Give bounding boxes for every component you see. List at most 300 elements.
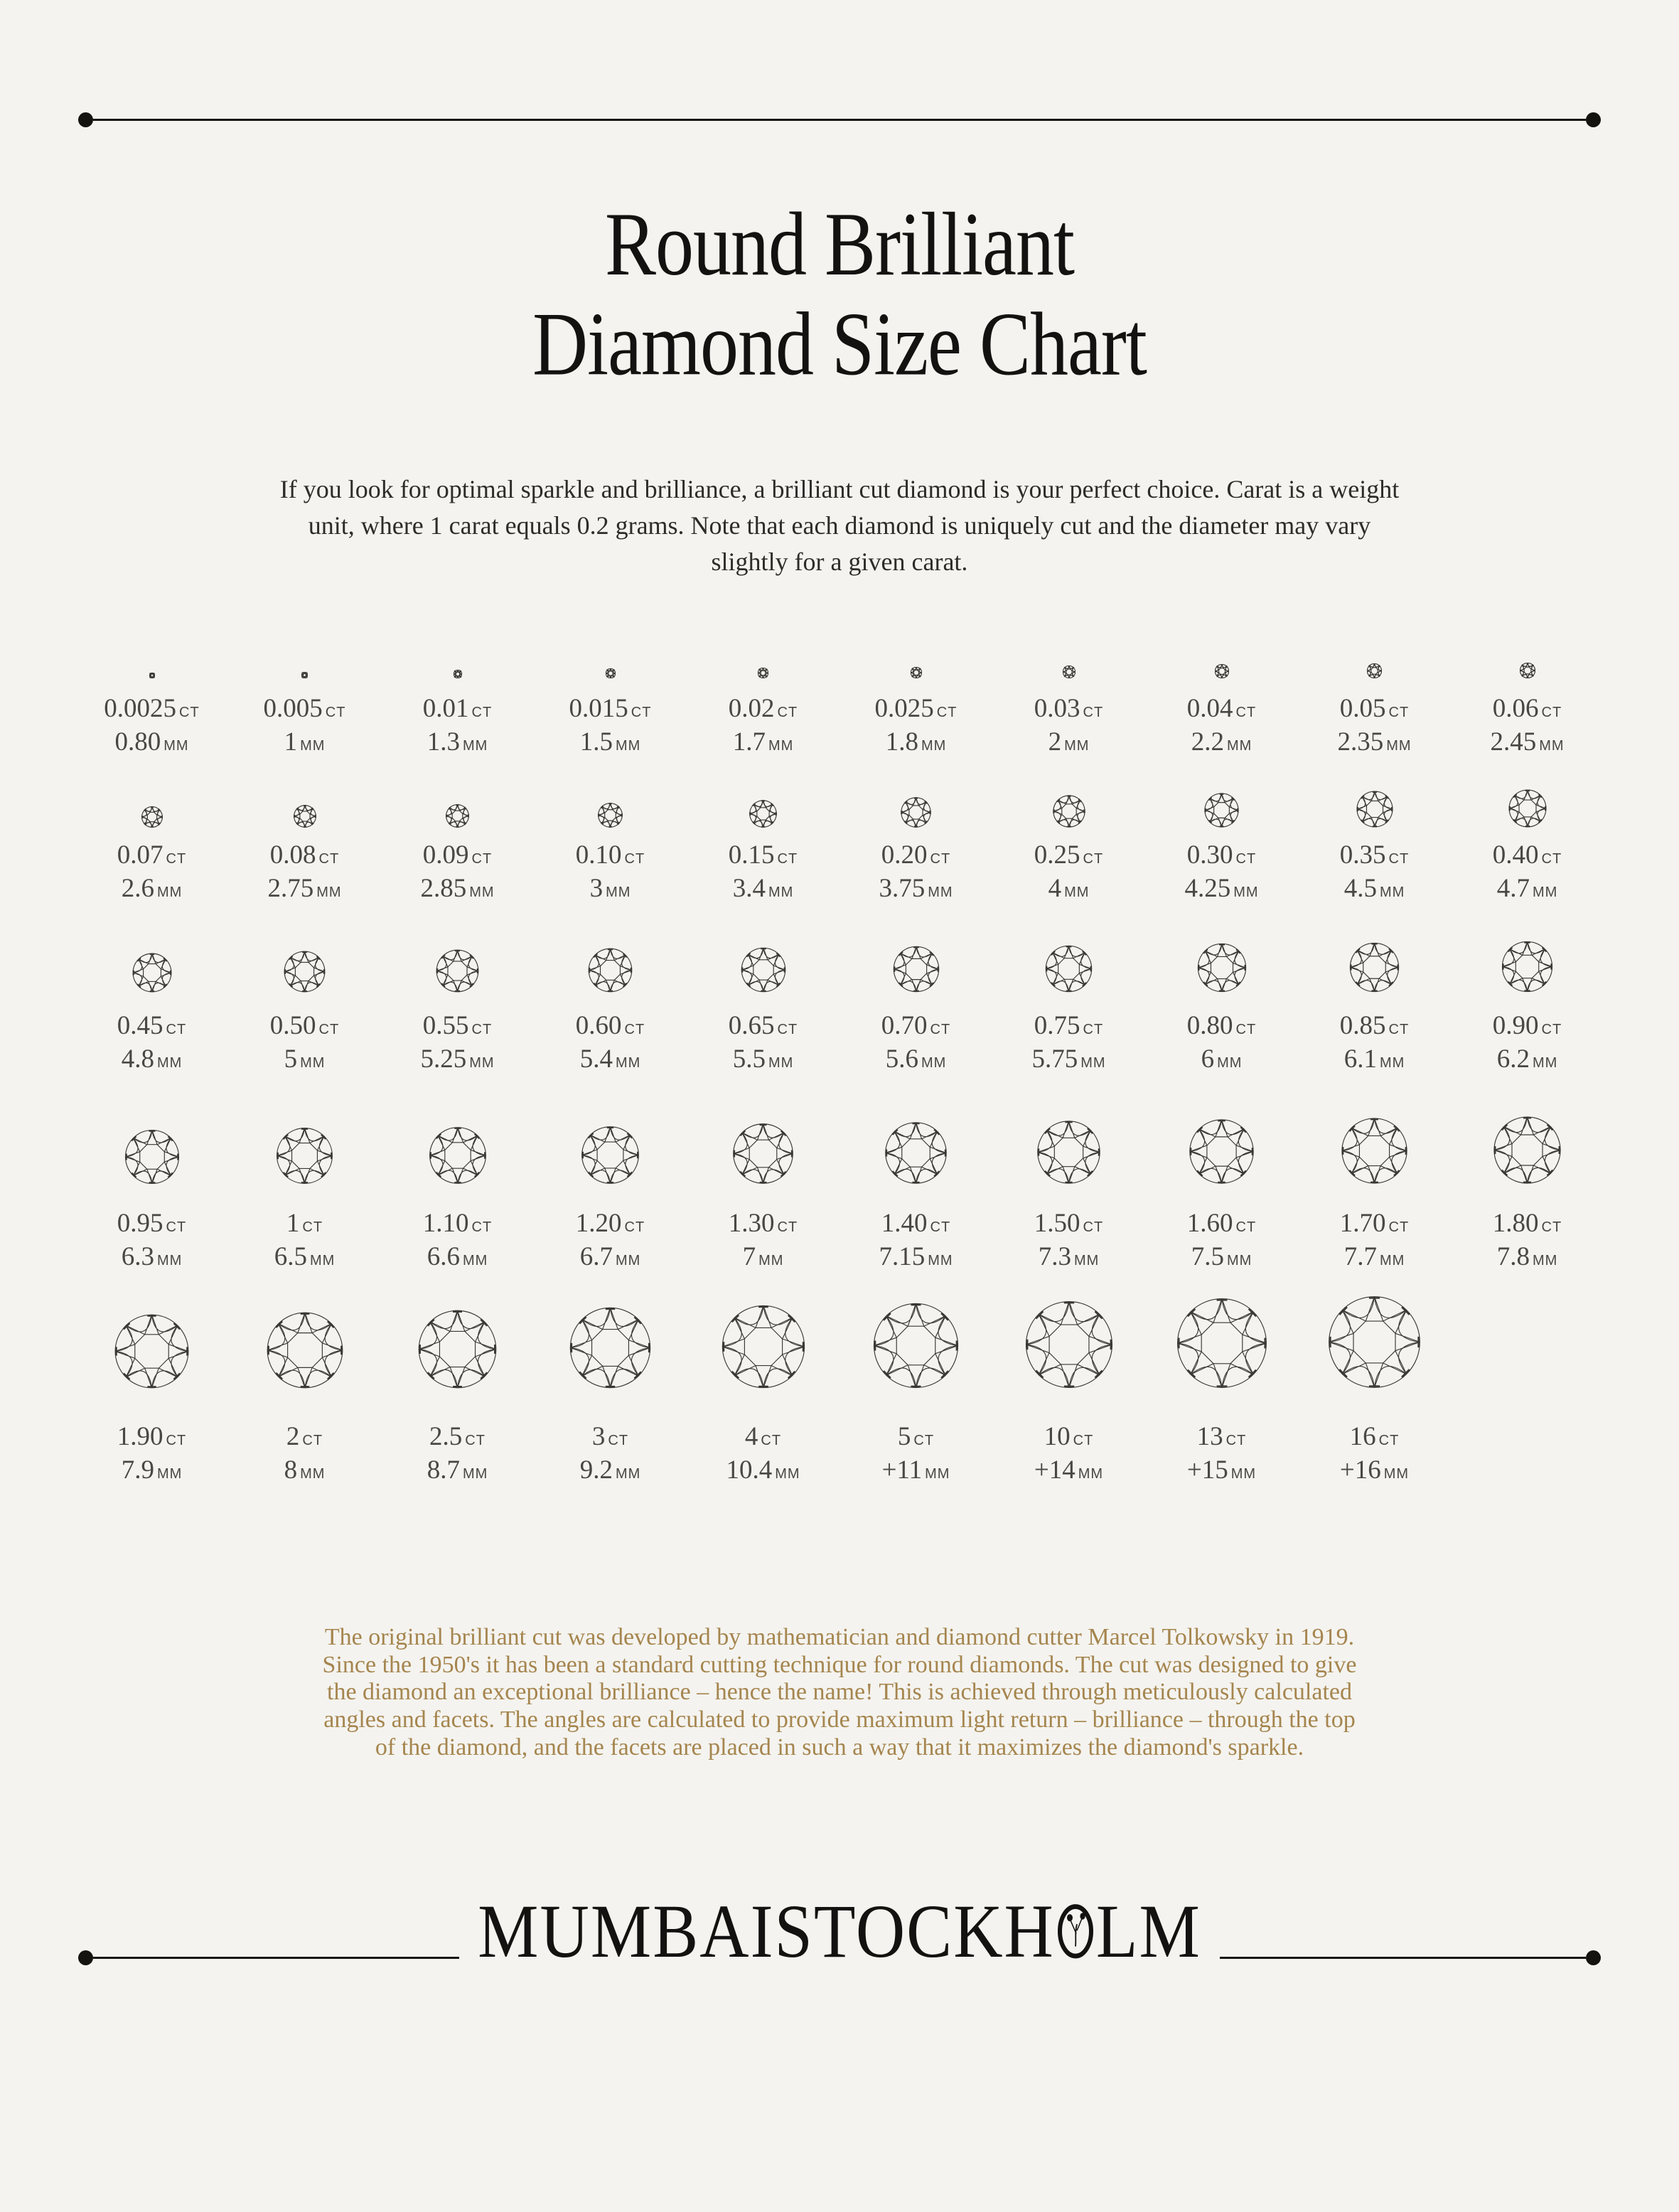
- carat-unit: CT: [1541, 850, 1562, 867]
- diameter-unit: MM: [300, 1054, 326, 1071]
- diamond-illustration: [294, 786, 316, 828]
- carat-label: [1044, 1423, 1094, 1450]
- diameter-label: [886, 1046, 947, 1072]
- diameter-label: [1337, 729, 1411, 755]
- diamond-illustration: [132, 936, 172, 993]
- carat-unit: CT: [1388, 1021, 1410, 1037]
- carat-value: 0.75: [1034, 1010, 1080, 1040]
- carat-unit: CT: [166, 1021, 187, 1037]
- carat-label: [1340, 695, 1409, 722]
- diameter-unit: MM: [758, 1252, 784, 1268]
- diameter-label: [1344, 1046, 1405, 1072]
- diameter-unit: MM: [615, 1252, 641, 1268]
- diameter-label: [284, 1457, 326, 1483]
- poster: [0, 112, 1679, 2212]
- carat-value: 0.85: [1339, 1010, 1386, 1040]
- diamond-illustration: [598, 786, 623, 828]
- carat-label: [1187, 695, 1256, 722]
- carat-value: 0.09: [422, 840, 469, 870]
- chart-row: [75, 936, 1604, 1072]
- carat-unit: CT: [930, 1021, 951, 1037]
- diameter-value: 4.5: [1343, 873, 1377, 903]
- carat-unit: CT: [318, 850, 340, 867]
- diamond-cell: [687, 660, 839, 755]
- carat-label: [1034, 1010, 1104, 1040]
- diamond-cell: [1145, 936, 1298, 1072]
- diamond-icon: [1341, 1117, 1408, 1185]
- diameter-value: 3.4: [732, 873, 766, 903]
- carat-value: 0.08: [269, 840, 316, 870]
- rule-line-right: [1220, 1957, 1586, 1959]
- diameter-value: 2.35: [1337, 727, 1384, 757]
- carat-label: [423, 695, 492, 722]
- carat-unit: CT: [1235, 704, 1257, 720]
- diamond-icon: [1215, 664, 1229, 678]
- chart-row: [75, 1101, 1604, 1270]
- diamond-illustration: [1349, 936, 1400, 993]
- diamond-cell: [839, 936, 992, 1072]
- diamond-illustration: [1367, 660, 1382, 678]
- diameter-unit: MM: [615, 1054, 641, 1071]
- diamond-illustration: [1508, 786, 1547, 828]
- rule-line-left: [93, 1957, 459, 1959]
- diameter-label: [1038, 1241, 1100, 1271]
- diamond-illustration: [1063, 660, 1075, 678]
- diamond-illustration: [124, 1101, 180, 1185]
- diamond-icon: [1367, 663, 1382, 678]
- diamond-icon: [901, 797, 931, 828]
- diamond-illustration: [741, 936, 786, 993]
- diameter-value: 4.7: [1496, 873, 1530, 903]
- diameter-value: 5: [284, 1044, 298, 1074]
- diameter-value: 4.8: [121, 1044, 154, 1074]
- carat-unit: CT: [318, 1021, 340, 1037]
- carat-unit: CT: [166, 1432, 187, 1448]
- diameter-value: 7.5: [1191, 1241, 1224, 1271]
- carat-label: [422, 1010, 493, 1040]
- diamond-illustration: [266, 1287, 344, 1389]
- diameter-unit: MM: [1386, 737, 1412, 754]
- carat-unit: CT: [325, 704, 346, 720]
- diameter-value: 4.25: [1184, 873, 1231, 903]
- diamond-cell: [381, 660, 534, 755]
- diameter-label: [1048, 729, 1090, 755]
- diamond-cell: [1298, 1287, 1451, 1483]
- carat-label: [576, 1210, 645, 1236]
- diameter-value: 2.45: [1490, 727, 1537, 757]
- diamond-cell: [1298, 660, 1451, 755]
- page-title: [0, 196, 1679, 395]
- carat-unit: CT: [1388, 704, 1410, 720]
- rule-dot-left: [78, 1950, 93, 1965]
- carat-label: [1492, 1010, 1562, 1040]
- diamond-illustration: [149, 660, 155, 678]
- diameter-value: 1.3: [427, 727, 460, 757]
- carat-value: 1.20: [575, 1208, 622, 1238]
- diamond-cell: [381, 1287, 534, 1483]
- diameter-label: [1497, 1046, 1558, 1072]
- carat-unit: CT: [1073, 1432, 1094, 1448]
- diameter-value: 6.7: [579, 1241, 613, 1271]
- diameter-unit: MM: [1230, 1465, 1257, 1482]
- diamond-icon: [114, 1313, 190, 1389]
- carat-value: 0.70: [881, 1010, 928, 1040]
- carat-unit: CT: [179, 704, 200, 720]
- diameter-unit: MM: [921, 737, 947, 754]
- diamond-illustration: [1045, 936, 1093, 993]
- carat-value: 0.55: [422, 1010, 469, 1040]
- diameter-value: 7.9: [121, 1455, 154, 1485]
- size-chart: [0, 660, 1679, 1483]
- diamond-cell: [839, 786, 992, 902]
- diameter-unit: MM: [928, 884, 953, 900]
- diameter-label: [882, 1457, 950, 1483]
- diamond-icon: [1063, 666, 1075, 678]
- diamond-icon: [1327, 1295, 1422, 1389]
- diameter-label: [427, 1457, 488, 1483]
- carat-value: 0.65: [728, 1010, 775, 1040]
- diameter-value: 6.2: [1496, 1044, 1530, 1074]
- diameter-value: 1: [284, 727, 298, 757]
- diameter-unit: MM: [615, 1465, 641, 1482]
- diameter-unit: MM: [1064, 737, 1090, 754]
- diameter-label: [284, 729, 326, 755]
- carat-value: 0.02: [728, 693, 775, 723]
- diameter-unit: MM: [156, 884, 183, 900]
- diameter-label: [1490, 729, 1564, 755]
- carat-value: 16: [1349, 1421, 1376, 1451]
- diameter-unit: MM: [1078, 1465, 1104, 1482]
- carat-label: [745, 1423, 781, 1450]
- diamond-icon: [1204, 793, 1239, 828]
- diameter-value: 9.2: [579, 1455, 613, 1485]
- top-rule: [78, 112, 1601, 127]
- carat-label: [575, 1010, 645, 1040]
- diamond-icon: [1045, 945, 1093, 993]
- diameter-value: 1.7: [732, 727, 766, 757]
- diameter-label: [1343, 1241, 1405, 1271]
- diameter-label: [1201, 1046, 1243, 1072]
- carat-unit: CT: [1541, 1219, 1562, 1235]
- carat-value: 0.30: [1186, 840, 1233, 870]
- diamond-cell: [75, 1287, 228, 1483]
- flower-o-icon: [1057, 1903, 1094, 1959]
- chart-row: [75, 786, 1604, 902]
- carat-value: 0.60: [575, 1010, 622, 1040]
- carat-label: [1340, 1210, 1409, 1236]
- carat-value: 1.30: [728, 1208, 775, 1238]
- diameter-unit: MM: [921, 1054, 947, 1071]
- diamond-cell: [75, 1101, 228, 1270]
- carat-unit: CT: [624, 1219, 645, 1235]
- diamond-illustration: [276, 1101, 333, 1185]
- diameter-label: [580, 729, 641, 755]
- diamond-cell: [228, 660, 381, 755]
- carat-label: [269, 1010, 340, 1040]
- diameter-label: [886, 729, 947, 755]
- diameter-value: 7.3: [1038, 1241, 1071, 1271]
- diamond-cell: [534, 1287, 687, 1483]
- carat-label: [1350, 1423, 1400, 1450]
- carat-label: [429, 1423, 486, 1450]
- carat-unit: CT: [471, 704, 493, 720]
- diamond-icon: [1356, 791, 1393, 828]
- carat-unit: CT: [166, 850, 187, 867]
- carat-unit: CT: [624, 1021, 645, 1037]
- diamond-icon: [436, 949, 479, 993]
- diamond-cell: [534, 786, 687, 902]
- diamond-illustration: [1204, 786, 1239, 828]
- carat-value: 0.005: [263, 693, 323, 723]
- diamond-cell: [228, 1287, 381, 1483]
- carat-unit: CT: [777, 850, 798, 867]
- carat-label: [1340, 842, 1409, 868]
- diameter-unit: MM: [768, 737, 794, 754]
- carat-unit: CT: [1225, 1432, 1247, 1448]
- diameter-unit: MM: [775, 1465, 800, 1482]
- diamond-icon: [429, 1126, 487, 1185]
- diamond-cell: [992, 1101, 1145, 1270]
- diamond-icon: [141, 806, 163, 828]
- diamond-illustration: [893, 936, 940, 993]
- diamond-illustration: [1501, 936, 1553, 993]
- carat-value: 1.80: [1492, 1208, 1539, 1238]
- diamond-illustration: [141, 786, 163, 828]
- carat-label: [729, 842, 798, 868]
- diameter-label: [1340, 1457, 1409, 1483]
- carat-unit: CT: [465, 1432, 486, 1448]
- diameter-label: [114, 729, 188, 755]
- diamond-cell: [992, 936, 1145, 1072]
- carat-value: 5: [897, 1421, 911, 1451]
- diamond-icon: [569, 1306, 652, 1389]
- diamond-icon: [446, 804, 469, 828]
- diameter-unit: MM: [156, 1465, 183, 1482]
- diameter-label: [1048, 875, 1090, 902]
- diamond-cell: [228, 1101, 381, 1270]
- diameter-label: [1187, 1457, 1256, 1483]
- diameter-label: [742, 1241, 784, 1271]
- diameter-value: 2.2: [1191, 727, 1224, 757]
- diameter-value: 2.85: [420, 873, 467, 903]
- diamond-cell: [992, 660, 1145, 755]
- diameter-label: [122, 875, 183, 902]
- carat-value: 0.05: [1339, 693, 1386, 723]
- diamond-icon: [149, 673, 155, 678]
- diamond-icon: [454, 670, 462, 678]
- carat-value: 0.80: [1186, 1010, 1233, 1040]
- diamond-illustration: [1053, 786, 1085, 828]
- carat-value: 0.025: [874, 693, 934, 723]
- diameter-unit: MM: [1226, 737, 1252, 754]
- diameter-unit: MM: [768, 884, 794, 900]
- diamond-icon: [1053, 795, 1085, 828]
- diamond-cell: [1298, 786, 1451, 902]
- carat-value: 0.20: [881, 840, 928, 870]
- diameter-value: 6.3: [121, 1241, 154, 1271]
- carat-label: [875, 695, 957, 722]
- carat-value: 0.35: [1339, 840, 1386, 870]
- diamond-cell: [687, 786, 839, 902]
- carat-label: [592, 1423, 628, 1450]
- diamond-icon: [893, 946, 940, 993]
- diamond-illustration: [1341, 1101, 1408, 1185]
- diameter-value: 8.7: [427, 1455, 460, 1485]
- carat-value: 0.95: [117, 1208, 163, 1238]
- diameter-label: [427, 1241, 488, 1271]
- diameter-value: +14: [1034, 1455, 1075, 1485]
- diameter-value: 6.6: [427, 1241, 460, 1271]
- diamond-icon: [598, 803, 623, 828]
- diamond-illustration: [1024, 1287, 1114, 1389]
- carat-unit: CT: [1541, 704, 1562, 720]
- carat-label: [898, 1423, 934, 1450]
- carat-unit: CT: [1235, 1219, 1257, 1235]
- diamond-illustration: [446, 786, 469, 828]
- diamond-cell: [687, 1287, 839, 1483]
- diamond-icon: [1024, 1300, 1114, 1389]
- diameter-value: 5.75: [1031, 1044, 1078, 1074]
- diamond-illustration: [721, 1287, 806, 1389]
- carat-value: 3: [591, 1421, 606, 1451]
- diameter-label: [733, 875, 794, 902]
- diameter-value: 7.8: [1496, 1241, 1530, 1271]
- diameter-label: [579, 1241, 641, 1271]
- diameter-label: [1184, 875, 1258, 902]
- diameter-label: [121, 1241, 183, 1271]
- diameter-value: 5.25: [420, 1044, 467, 1074]
- carat-label: [881, 1010, 951, 1040]
- diameter-unit: MM: [1532, 1054, 1558, 1071]
- diameter-label: [1191, 729, 1252, 755]
- carat-label: [264, 695, 346, 722]
- carat-label: [576, 842, 645, 868]
- diameter-label: [122, 1457, 183, 1483]
- diamond-illustration: [1215, 660, 1229, 678]
- chart-row: [75, 1287, 1604, 1483]
- diamond-illustration: [581, 1101, 640, 1185]
- carat-value: 0.06: [1492, 693, 1539, 723]
- diamond-illustration: [1036, 1101, 1101, 1185]
- carat-value: 0.90: [1492, 1010, 1539, 1040]
- diamond-illustration: [429, 1101, 487, 1185]
- carat-label: [423, 842, 492, 868]
- diameter-label: [879, 1241, 953, 1271]
- diamond-icon: [1176, 1297, 1268, 1389]
- diameter-unit: MM: [156, 1054, 183, 1071]
- diamond-icon: [266, 1311, 344, 1389]
- diameter-value: 10.4: [726, 1455, 773, 1485]
- diameter-unit: MM: [1379, 1252, 1405, 1268]
- carat-unit: CT: [1083, 1021, 1104, 1037]
- carat-unit: CT: [930, 1219, 951, 1235]
- carat-label: [117, 1423, 186, 1450]
- diamond-cell: [228, 936, 381, 1072]
- carat-value: 0.015: [569, 693, 628, 723]
- diamond-illustration: [732, 1101, 794, 1185]
- brand-logo-text-start: MUMBAISTOCKH: [478, 1888, 1055, 1974]
- page-title-line2: Diamond Size Chart: [532, 294, 1147, 395]
- diamond-icon: [1036, 1120, 1101, 1185]
- carat-label: [117, 1010, 187, 1040]
- brand-logo-text-end: LM: [1095, 1888, 1201, 1974]
- carat-label: [729, 695, 798, 722]
- diameter-value: +16: [1339, 1455, 1381, 1485]
- diamond-cell: [1298, 1101, 1451, 1270]
- diameter-unit: MM: [1080, 1054, 1106, 1071]
- diameter-value: 6.1: [1343, 1044, 1377, 1074]
- diameter-unit: MM: [1539, 737, 1565, 754]
- diamond-cell: [1451, 1101, 1604, 1270]
- diamond-illustration: [114, 1287, 190, 1389]
- carat-unit: CT: [1235, 850, 1257, 867]
- carat-value: 0.03: [1034, 693, 1080, 723]
- carat-unit: CT: [777, 1219, 798, 1235]
- carat-unit: CT: [302, 1432, 323, 1448]
- diamond-illustration: [872, 1287, 960, 1389]
- diameter-value: +11: [881, 1455, 923, 1485]
- diamond-cell: [534, 1101, 687, 1270]
- diamond-icon: [417, 1309, 498, 1389]
- carat-unit: CT: [1083, 704, 1104, 720]
- diamond-illustration: [749, 786, 777, 828]
- diamond-cell: [839, 660, 992, 755]
- carat-value: 1.90: [117, 1421, 163, 1451]
- diameter-label: [733, 1046, 794, 1072]
- diamond-cell: [228, 786, 381, 902]
- diamond-cell: [992, 786, 1145, 902]
- diamond-illustration: [588, 936, 633, 993]
- page-title-line1: Round Brilliant: [605, 194, 1074, 295]
- carat-value: 0.50: [269, 1010, 316, 1040]
- diamond-illustration: [301, 660, 308, 678]
- footer-rule: [78, 1888, 1601, 1974]
- carat-unit: CT: [913, 1432, 935, 1448]
- diameter-unit: MM: [1383, 1465, 1410, 1482]
- carat-unit: CT: [1388, 850, 1410, 867]
- diamond-icon: [911, 667, 922, 678]
- intro-paragraph: If you look for optimal sparkle and brilliance, a brilliant cut diamond is your perfect choice. Carat is a weight unit, where 1 carat equals 0.2 grams. Note that each diamond is uniquely cut and the diameter may vary slightly for a given carat.: [279, 474, 1400, 576]
- diameter-unit: MM: [156, 1252, 183, 1268]
- brand-logo: [478, 1888, 1201, 1974]
- diamond-icon: [1501, 941, 1553, 993]
- diameter-value: 5.4: [579, 1044, 613, 1074]
- diamond-illustration: [436, 936, 479, 993]
- diameter-label: [580, 1457, 641, 1483]
- carat-unit: CT: [631, 704, 652, 720]
- diameter-label: [1496, 1241, 1558, 1271]
- diameter-label: [1034, 1457, 1103, 1483]
- diameter-value: 2.6: [121, 873, 154, 903]
- diamond-illustration: [901, 786, 931, 828]
- diameter-value: 5.5: [732, 1044, 766, 1074]
- diameter-label: [1497, 875, 1558, 902]
- diamond-illustration: [1197, 936, 1247, 993]
- diamond-illustration: [884, 1101, 948, 1185]
- carat-label: [1187, 1210, 1256, 1236]
- carat-unit: CT: [777, 1021, 798, 1037]
- diamond-illustration: [1356, 786, 1393, 828]
- carat-label: [881, 1210, 950, 1236]
- diameter-unit: MM: [309, 1252, 336, 1268]
- carat-unit: CT: [471, 1219, 493, 1235]
- diameter-label: [879, 875, 953, 902]
- diameter-label: [580, 1046, 641, 1072]
- carat-value: 2: [286, 1421, 300, 1451]
- diameter-label: [733, 729, 794, 755]
- diamond-icon: [758, 668, 768, 678]
- carat-value: 0.45: [117, 1010, 163, 1040]
